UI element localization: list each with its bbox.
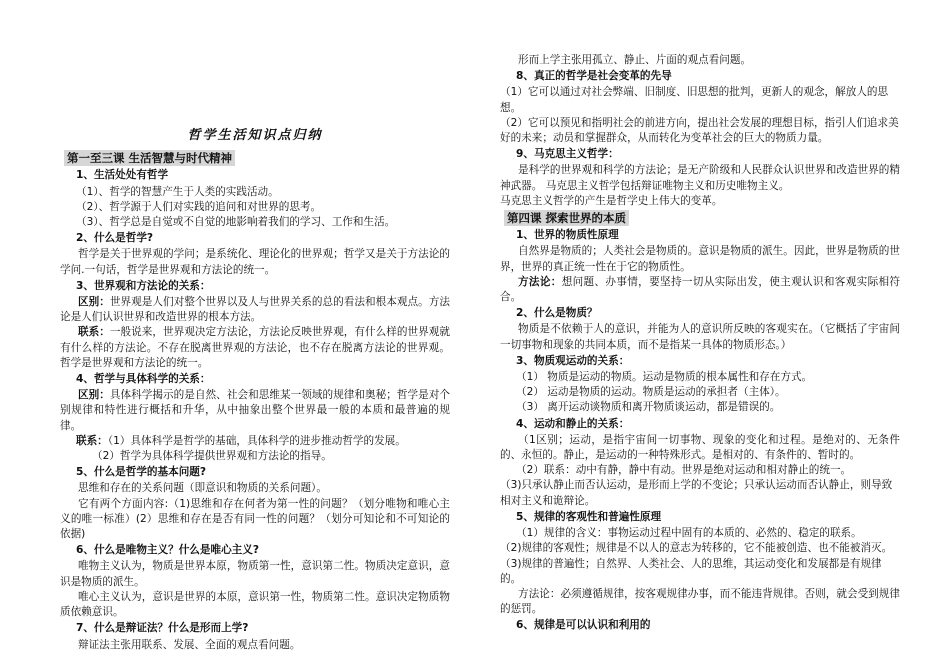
inline-label: 方法论：: [518, 275, 562, 288]
paragraph-text: 自然界是物质的；人类社会是物质的。意识是物质的派生。因此，世界是物质的世界，世界的真正统一性在于它的物质性。: [500, 245, 900, 273]
paragraph: [60, 590, 450, 620]
paragraph-text: （1）它可以通过对社会弊端、旧制度、旧思想的批判，更新人的观念，解放人的思想。: [500, 86, 889, 114]
section-heading: [500, 306, 900, 321]
paragraph: [500, 463, 900, 478]
section-heading: [60, 231, 450, 246]
paragraph: [500, 275, 900, 305]
paragraph-text: 想问题、办事情，要坚持一切从实际出发，使主观认识和客观实际相符合。: [500, 275, 901, 304]
paragraph: [60, 434, 450, 449]
paragraph-text: （2）、哲学源于人们对实践的追问和对世界的思考。: [76, 200, 322, 213]
paragraph: [60, 497, 450, 543]
paragraph: [500, 53, 900, 68]
paragraph: [60, 449, 450, 464]
paragraph-text: 4、哲学与具体科学的关系：: [76, 373, 211, 386]
paragraph: [60, 638, 450, 653]
paragraph: [60, 325, 450, 371]
paragraph-text: 物质是不依赖于人的意识，并能为人的意识所反映的客观实在。（它概括了宇宙间一切事物和现象的共同本质，而不是指某一具体的物质形态。）: [500, 323, 900, 351]
paragraph-text: 方法论：必须遵循规律，按客观规律办事，而不能违背规律。否则，就会受到规律的惩罚。: [500, 587, 900, 616]
paragraph: [500, 370, 900, 385]
paragraph-text: 哲学是关于世界观的学问；是系统化、理论化的世界观；哲学又是关于方法论的学问.一句话，哲学是世界观和方法论的统一。: [60, 248, 450, 276]
paragraph-text: （1）、哲学的智慧产生于人类的实践活动。: [76, 185, 279, 198]
paragraph-text: （2） 运动是物质的运动。物质是运动的承担者（主体）。: [516, 386, 786, 399]
paragraph: [60, 559, 450, 589]
paragraph: [500, 322, 900, 352]
inline-label: 联系：: [76, 434, 108, 447]
paragraph-text: 7、什么是辩证法？什么是形而上学?: [76, 622, 249, 635]
chapter-heading: 第一至三课 生活智慧与时代精神: [64, 150, 235, 166]
right-column: [500, 0, 900, 635]
paragraph-text: 5、什么是哲学的基本问题?: [76, 466, 207, 479]
inline-label: 区别：: [78, 296, 110, 309]
paragraph: [500, 244, 900, 274]
paragraph: [60, 200, 450, 215]
section-heading: [500, 228, 900, 243]
paragraph-text: 唯物主义认为，物质是世界本原，物质第一性，意识第二性。物质决定意识，意识是物质的派生。: [60, 560, 450, 588]
paragraph: [500, 541, 900, 556]
paragraph-text: 6、规律是可以认识和利用的: [516, 619, 651, 632]
document-title: 哲学生活知识点归纳: [187, 128, 323, 143]
section-heading: [500, 354, 900, 369]
paragraph: [500, 587, 900, 617]
paragraph: [60, 481, 450, 496]
paragraph-text: 2、什么是哲学?: [76, 232, 154, 245]
chapter-heading-row: [500, 209, 900, 227]
section-heading: [500, 69, 900, 84]
paragraph-text: 马克思主义哲学的产生是哲学史上伟大的变革。: [500, 194, 723, 207]
paragraph-text: 1、世界的物质性原理: [516, 229, 619, 242]
paragraph-text: 5、规律的客观性和普遍性原理: [516, 510, 662, 523]
section-heading: [500, 510, 900, 525]
paragraph-text: 具体科学揭示的是自然、社会和思维某一领域的规律和奥秘；哲学是对个别规律和特性进行概括和升华，从中抽象出整个世界最一般的本质和最普遍的规律。: [60, 389, 450, 432]
paragraph-text: （1）规律的含义：事物运动过程中固有的本质的、必然的、稳定的联系。: [516, 527, 862, 540]
paragraph-text: 2、什么是物质？: [516, 307, 598, 320]
paragraph: [500, 116, 900, 146]
paragraph-text: 8、真正的哲学是社会变革的先导: [516, 70, 672, 83]
paragraph-text: 它有两个方面内容:（1)思维和存在何者为第一性的问题？（划分唯物和唯心主义的唯一标准）(2）思维和存在是否有同一性的问题？（划分可知论和不可知论的依据): [60, 497, 450, 541]
paragraph-text: 世界观是人们对整个世界以及人与世界关系的总的看法和根本观点。方法论是人们认识世界和改造世界的根本方法。: [60, 296, 450, 324]
paragraph: [500, 433, 900, 463]
section-heading: [500, 417, 900, 432]
paragraph-text: （2）联系：动中有静，静中有动。世界是绝对运动和相对静止的统一。: [516, 464, 852, 477]
chapter-heading-row: [60, 149, 450, 167]
paragraph: [500, 85, 900, 115]
section-heading: [60, 372, 450, 387]
left-column: [60, 0, 450, 653]
section-heading: [60, 621, 450, 636]
paragraph-text: 1、生活处处有哲学: [76, 169, 169, 182]
paragraph-text: （1区别；运动，是指宇宙间一切事物、现象的变化和过程。是绝对的、无条件的、永恒的。静止，是运动的一种特殊形式。是相对的、有条件的、暂时的。: [500, 433, 900, 462]
section-heading: [60, 543, 450, 558]
section-heading: [60, 465, 450, 480]
paragraph-text: 是科学的世界观和科学的方法论；是无产阶级和人民群众认识世界和改造世界的精神武器。 马克思主义哲学包括辩证唯物主义和历史唯物主义。: [500, 164, 900, 192]
paragraph-text: 3、物质观运动的关系：: [516, 354, 630, 367]
paragraph-text: 6、什么是唯物主义？什么是唯心主义?: [76, 544, 260, 557]
paragraph: [60, 295, 450, 325]
paragraph: [500, 526, 900, 541]
paragraph: [60, 247, 450, 277]
section-heading: [60, 168, 450, 183]
paragraph-text: 9、马克思主义哲学：: [516, 148, 619, 161]
paragraph-text: （3)只承认静止而否认运动，是形而上学的不变论；只承认运动而否认静止，则导致相对主义和诡辩论。: [500, 479, 893, 507]
paragraph: [500, 385, 900, 400]
chapter-heading: 第四课 探索世界的本质: [504, 210, 629, 226]
paragraph-text: （2）哲学为具体科学提供世界观和方法论的指导。: [92, 450, 332, 463]
paragraph-text: 形而上学主张用孤立、静止、片面的观点看问题。: [518, 54, 752, 66]
paragraph: [60, 215, 450, 230]
paragraph: [500, 194, 900, 209]
paragraph-text: （3)规律的普遍性；自然界、人类社会、人的思维，其运动变化和发展都是有规律的。: [500, 557, 882, 585]
paragraph-text: （1） 物质是运动的物质。运动是物质的根本属性和存在方式。: [516, 371, 813, 384]
paragraph: [60, 388, 450, 434]
section-heading: [500, 618, 900, 633]
paragraph-text: （2)规律的客观性；规律是不以人的意志为转移的，它不能被创造、也不能被消灭。: [500, 542, 893, 555]
paragraph-text: 一般说来，世界观决定方法论，方法论反映世界观，有什么样的世界观就有什么样的方法论。不存在脱离世界观的方法论，也不存在脱离方法论的世界观。哲学是世界观和方法论的统一。: [60, 326, 450, 369]
paragraph-text: 辩证法主张用联系、发展、全面的观点看问题。: [78, 638, 301, 651]
section-heading: [60, 279, 450, 294]
paragraph: [60, 185, 450, 200]
paragraph: [500, 478, 900, 508]
paragraph-text: 4、运动和静止的关系：: [516, 417, 630, 430]
paragraph-text: （3） 离开运动谈物质和离开物质谈运动，都是错误的。: [516, 401, 781, 414]
paragraph-text: 思维和存在的关系问题（即意识和物质的关系问题）。: [78, 482, 327, 495]
paragraph: [500, 163, 900, 193]
inline-label: 区别：: [78, 389, 110, 402]
paragraph-text: （1）具体科学是哲学的基础，具体科学的进步推动哲学的发展。: [107, 434, 406, 447]
paragraph: [500, 400, 900, 415]
paragraph-text: 唯心主义认为，意识是世界的本原，意识第一性，物质第二性。意识决定物质物质依赖意识。: [60, 590, 450, 619]
paragraph: [500, 557, 900, 587]
paragraph-text: （3）、哲学总是自觉或不自觉的地影响着我们的学习、工作和生活。: [76, 216, 396, 229]
paragraph-text: （2）它可以预见和指明社会的前进方向，提出社会发展的理想目标，指引人们追求美好的未来；动员和掌握群众，从而转化为变革社会的巨大的物质力量。: [500, 116, 899, 145]
section-heading: [500, 147, 900, 162]
paragraph-text: 3、世界观和方法论的关系：: [76, 279, 211, 292]
inline-label: 联系：: [78, 326, 110, 339]
